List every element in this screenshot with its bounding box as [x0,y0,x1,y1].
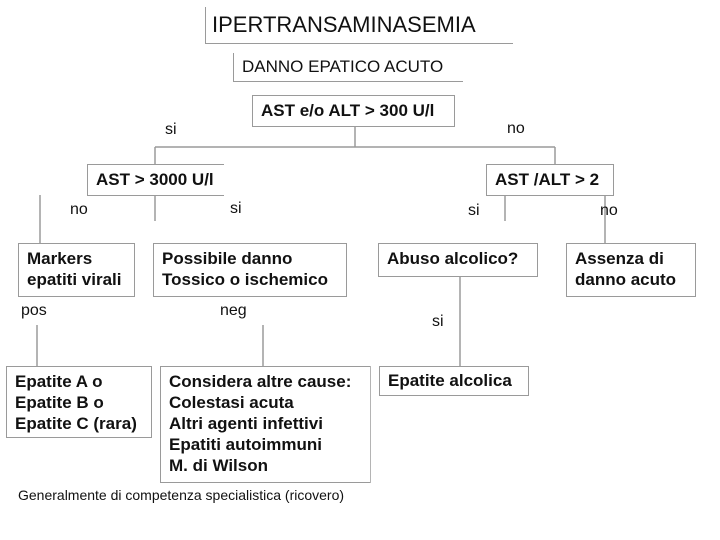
node-epatite-alcolica [379,366,529,396]
node-alcol-question-label: Abuso alcolico? [387,249,519,268]
edge-label-ast-si: si [230,200,242,217]
node-ast3000 [87,164,224,196]
node-tossico-line-1: Possibile danno [162,249,293,268]
edge-label-tossico-neg: neg [220,302,247,319]
node-alcol-question [378,243,538,277]
node-considera [160,366,370,483]
edge-label-root-si: si [165,121,177,138]
node-ratio [486,164,614,196]
edge-label-root-no: no [507,120,525,137]
node-markers [18,243,135,297]
node-considera-line-4: Epatiti autoimmuni [169,435,322,454]
node-epatiti-virali [6,366,152,438]
node-tossico [153,243,347,297]
node-markers-line-1: Markers [27,249,93,268]
footer-note: Generalmente di competenza specialistica (ricovero) [18,487,345,503]
edge-label-alcol-si: si [432,313,444,330]
node-considera-line-3: Altri agenti infettivi [169,414,323,433]
node-epatite-alcolica-label: Epatite alcolica [388,371,512,390]
edge-label-markers-pos: pos [21,302,47,319]
node-assenza [566,243,696,297]
node-ratio-label: AST /ALT > 2 [495,170,600,189]
node-markers-line-2: epatiti virali [27,270,122,289]
node-root [252,95,455,127]
node-considera-line-1: Considera altre cause: [169,372,352,391]
node-root-label: AST e/o ALT > 300 U/l [261,101,435,120]
node-considera-line-2: Colestasi acuta [169,393,294,412]
edge-label-ratio-si: si [468,202,480,219]
node-assenza-line-1: Assenza di [575,249,664,268]
node-considera-line-5: M. di Wilson [169,456,269,475]
diagram-subtitle: DANNO EPATICO ACUTO [233,53,463,82]
node-epatiti-line-3: Epatite C (rara) [15,414,137,433]
node-epatiti-line-1: Epatite A o [15,372,103,391]
node-epatiti-line-2: Epatite B o [15,393,104,412]
edge-label-ast-no: no [70,201,88,218]
edge-label-ratio-no: no [600,202,618,219]
node-ast3000-label: AST > 3000 U/l [96,170,214,189]
node-tossico-line-2: Tossico o ischemico [162,270,328,289]
diagram-title: IPERTRANSAMINASEMIA [205,7,513,44]
node-assenza-line-2: danno acuto [575,270,677,289]
